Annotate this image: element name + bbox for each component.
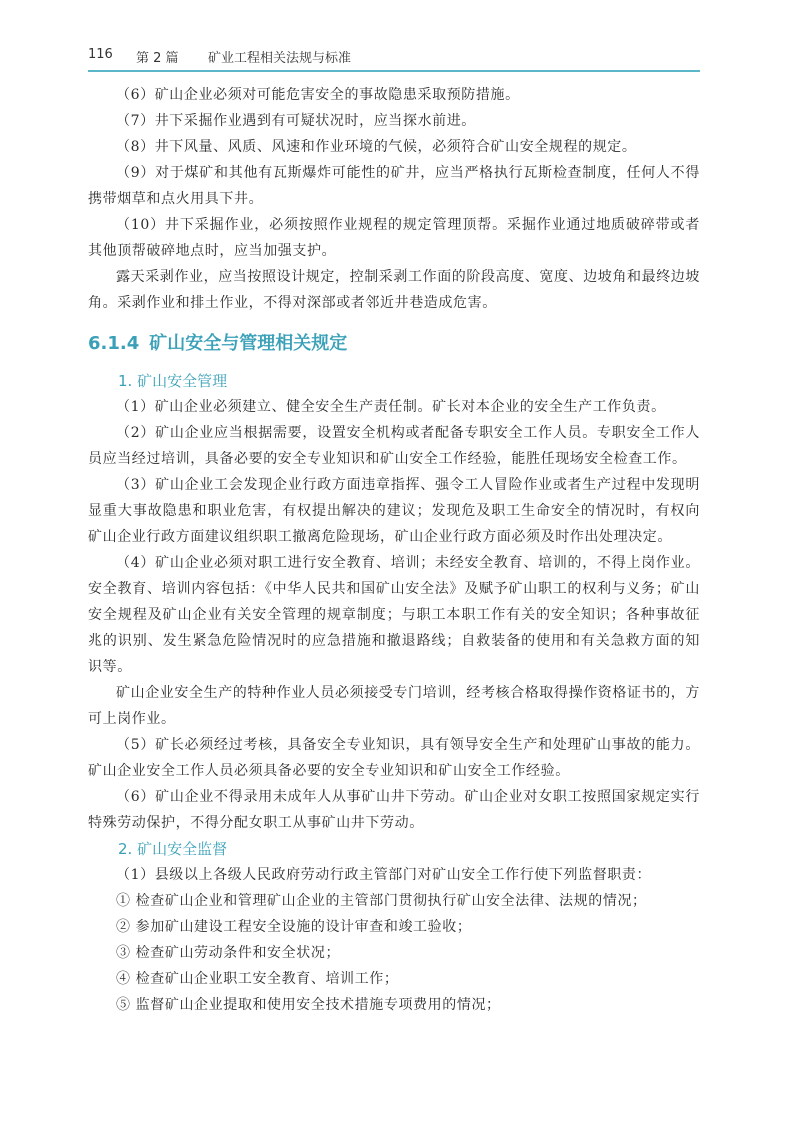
paragraph: （4）矿山企业必须对职工进行安全教育、培训；未经安全教育、培训的，不得上岗作业。安全教育、培训内容包括：《中华人民共和国矿山安全法》及赋予矿山职工的权利与义务；矿山安全规程及矿山企业有关安全管理的规章制度；与职工本职工作有关的安全知识；各种事故征兆的识别、发生紧急危险情况时的应急措施和撤退路线；自救装备的使用和有关急救方面的知识等。 <box>88 555 700 675</box>
part-label: 第 2 篇 <box>136 51 179 66</box>
list-item: ① 检查矿山企业和管理矿山企业的主管部门贯彻执行矿山安全法律、法规的情况； <box>116 893 647 909</box>
paragraph: （5）矿长必须经过考核，具备安全专业知识，具有领导安全生产和处理矿山事故的能力。矿山企业安全工作人员必须具备必要的安全专业知识和矿山安全工作经验。 <box>88 737 700 779</box>
page-body <box>88 82 700 1018</box>
paragraph: （10）井下采掘作业，必须按照作业规程的规定管理顶帮。采掘作业通过地质破碎带或者其他顶帮破碎地点时，应当加强支护。 <box>88 217 700 259</box>
subsection-heading-safety-management: 1. 矿山安全管理 <box>118 372 228 390</box>
paragraph: （8）井下风量、风质、风速和作业环境的气候，必须符合矿山安全规程的规定。 <box>116 139 637 155</box>
paragraph: （6）矿山企业不得录用未成年人从事矿山井下劳动。矿山企业对女职工按照国家规定实行特殊劳动保护，不得分配女职工从事矿山井下劳动。 <box>88 789 700 831</box>
list-item: ② 参加矿山建设工程安全设施的设计审查和竣工验收； <box>116 919 472 935</box>
paragraph: 矿山企业安全生产的特种作业人员必须接受专门培训，经考核合格取得操作资格证书的，方可上岗作业。 <box>88 685 700 727</box>
paragraph: （9）对于煤矿和其他有瓦斯爆炸可能性的矿井，应当严格执行瓦斯检查制度，任何人不得携带烟草和点火用具下井。 <box>88 165 700 207</box>
section-number: 6.1.4 <box>88 333 140 354</box>
page-number: 116 <box>88 47 113 62</box>
paragraph: （1）矿山企业必须建立、健全安全生产责任制。矿长对本企业的安全生产工作负责。 <box>116 399 666 415</box>
paragraph: （2）矿山企业应当根据需要，设置安全机构或者配备专职安全工作人员。专职安全工作人员应当经过培训，具备必要的安全专业知识和矿山安全工作经验，能胜任现场安全检查工作。 <box>88 425 700 467</box>
paragraph: 露天采剥作业，应当按照设计规定，控制采剥工作面的阶段高度、宽度、边坡角和最终边坡角。采剥作业和排土作业，不得对深部或者邻近井巷造成危害。 <box>88 269 700 311</box>
list-item: ⑤ 监督矿山企业提取和使用安全技术措施专项费用的情况； <box>116 997 501 1013</box>
section-heading <box>88 330 700 358</box>
subsection-heading-safety-supervision: 2. 矿山安全监督 <box>118 840 228 858</box>
running-header <box>88 40 700 72</box>
paragraph: （7）井下采掘作业遇到有可疑状况时，应当探水前进。 <box>116 113 476 129</box>
list-item: ④ 检查矿山企业职工安全教育、培训工作； <box>116 971 399 987</box>
paragraph: （1）县级以上各级人民政府劳动行政主管部门对矿山安全工作行使下列监督职责： <box>116 867 652 883</box>
list-item: ③ 检查矿山劳动条件和安全状况； <box>116 945 341 961</box>
paragraph: （3）矿山企业工会发现企业行政方面违章指挥、强令工人冒险作业或者生产过程中发现明显重大事故隐患和职业危害，有权提出解决的建议；发现危及职工生命安全的情况时，有权向矿山企业行政方面建议组织职工撤离危险现场，矿山企业行政方面必须及时作出处理决定。 <box>88 477 700 545</box>
paragraph: （6）矿山企业必须对可能危害安全的事故隐患采取预防措施。 <box>116 87 520 103</box>
part-title: 矿业工程相关法规与标准 <box>208 51 352 66</box>
section-title: 矿山安全与管理相关规定 <box>149 333 348 354</box>
